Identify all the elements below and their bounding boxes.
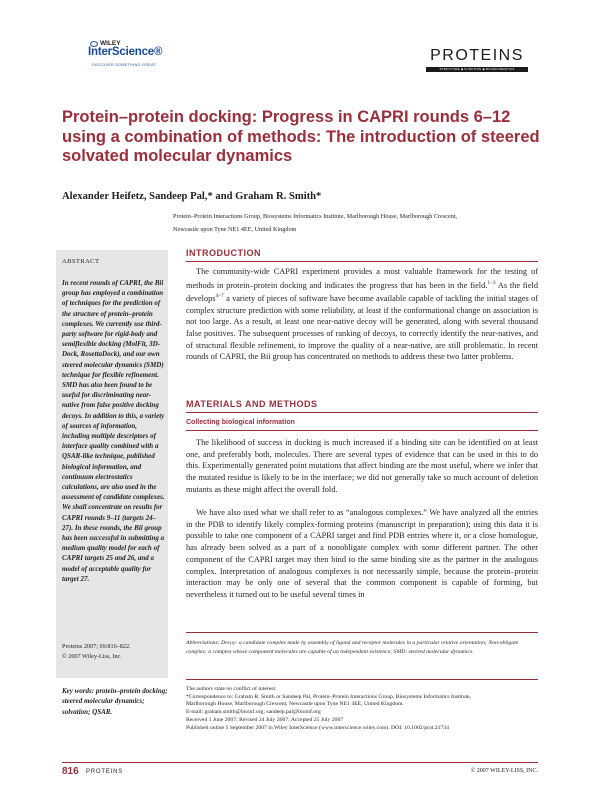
paragraph-text: We have also used what we shall refer to as “analogous complexes.” We have analyzed all the entries in the PDB to identify likely complex-forming proteins (manuscript in preparation); using this data it is possible to take one component of a CAPRI target and find PDB entries where it, or a close homologue, has already been solved as a part of a nonobligate complex with some different partner. The other component of the CAPRI target may then bind to the same binding site as the partner in the analogous complex. Interpretation of analogous complexes is not necessarily simple, because the protein–protein interaction may be only one of several that the common component is capable of forming, but nevertheless it turned out to be useful several times in bbox=[186, 508, 538, 599]
affiliation-line: Newcastle upon Tyne NE1 4EE, United Kingdom bbox=[173, 226, 297, 233]
affiliation-line: Protein–Protein Interactions Group, Biosystems Informatics Institute, Marlborough House, Marlborough Crescent, bbox=[173, 213, 458, 220]
footer-journal-name: PROTEINS bbox=[86, 769, 124, 775]
proteins-wordmark: PROTEINS bbox=[430, 47, 524, 64]
page-number: 816 bbox=[62, 766, 79, 777]
intro-text-part: As the field develops bbox=[186, 280, 538, 303]
abbreviations-note: Abbreviations: Decoy: a candidate complex made by assembly of ligand and receptor molecules in a particular relative orientation; Non-obligate complex: a complex whose component molecules are capable of an independent existence; SMD: steered molecular dynamics. bbox=[186, 640, 519, 655]
reference-superscript: 1–3 bbox=[487, 279, 496, 286]
correspondence-line: Marlborough House, Marlborough Crescent, Newcastle upon Tyne NE1 4EE, United Kingdom. bbox=[186, 701, 404, 708]
methods-heading: MATERIALS AND METHODS bbox=[186, 399, 318, 409]
footnote-rule bbox=[186, 679, 538, 680]
article-title: Protein–protein docking: Progress in CAPRI rounds 6–12 using a combination of methods: The introduction of steered solvated molecular dynamics bbox=[62, 108, 540, 165]
abstract-box bbox=[56, 250, 168, 678]
interscience-wordmark: InterScience® bbox=[88, 46, 163, 58]
abstract-heading: ABSTRACT bbox=[62, 258, 100, 265]
footer-copyright: © 2007 WILEY-LISS, INC. bbox=[470, 768, 538, 774]
intro-text-part: a variety of pieces of software have become available capable of tackling the initial stages of complex structure prediction with some reliability, at least if the conformational change on association is not too large. As a result, at least one near-native decoy will be generated, along with several thousand false positives. The subsequent processes of ranking of decoys, to correctly identify the near-natives, and of structural flexible refinement, to improve the quality of a near-native, are still problematic. In recent rounds of CAPRI, the Bii group has concentrated on methods to address these two latter problems. bbox=[186, 293, 538, 362]
intro-text-part: The community-wide CAPRI experiment provides a most valuable framework for the testing of methods in protein–protein docking and indicates the progress that has been in the field. bbox=[186, 267, 538, 290]
correspondence-line: *Correspondence to: Graham R. Smith or Sandeep Pal, Protein–Protein Interactions Group, Biosystems Informatics Institute, bbox=[186, 693, 472, 700]
keywords: Key words: protein–protein docking; steered molecular dynamics; solvation; QSAR. bbox=[62, 687, 168, 716]
footer-rule bbox=[62, 762, 538, 763]
abstract-citation bbox=[62, 642, 165, 661]
footnote-rule bbox=[186, 632, 538, 633]
introduction-text bbox=[186, 266, 538, 363]
dates-line: Received 1 June 2007; Revised 24 July 2007; Accepted 25 July 2007 bbox=[186, 716, 344, 723]
proteins-tagline: STRUCTURE ◆ FUNCTION ◆ BIOINFORMATICS bbox=[426, 67, 528, 72]
citation-line: Proteins 2007; 69:816–822. bbox=[62, 643, 131, 650]
subsection-heading: Collecting biological information bbox=[186, 419, 295, 426]
wiley-interscience-logo bbox=[88, 40, 198, 78]
wiley-wordmark: WILEY bbox=[100, 40, 121, 47]
methods-paragraph bbox=[186, 437, 538, 496]
methods-paragraph bbox=[186, 507, 538, 601]
copyright-line: © 2007 Wiley-Liss, Inc. bbox=[62, 652, 122, 660]
paragraph-text: The likelihood of success in docking is much increased if a binding site can be identified on at least one, and preferably both, molecules. There are several types of evidence that can be used in this to do this. Experimentally generated point mutations that affect binding are the most useful, where we infer that the mutated residue is likely to be in the interface; we did not generally take so much account of deletion mutants as these might affect the overall fold. bbox=[186, 438, 538, 494]
introduction-heading: INTRODUCTION bbox=[186, 248, 261, 258]
author-affiliation bbox=[173, 210, 573, 236]
email-line: E-mail: graham.smith@bioinf.org; sandeep.pal@bioinf.org bbox=[186, 709, 321, 716]
section-rule bbox=[186, 261, 538, 262]
footnotes bbox=[186, 686, 546, 732]
abstract-text: In recent rounds of CAPRI, the Bii group has employed a combination of techniques for the prediction of the structure of protein–protein complexes. We currently use third-party software for rigid-body and semiflexible docking (MolFit, 3D-Dock, RosettaDock), and our own steered molecular dynamics (SMD) technique for flexible refinement. SMD has also been found to be useful for discriminating near-native from false positive docking decoys. In addition to this, a variety of sources of information, including multiple descriptors of interface quality combined with a QSAR-like technique, published biological information, and continuum electrostatics calculations, are also used in the assessment of candidate complexes. We shall concentrate on results for CAPRI rounds 9–11 (targets 24–27). In these rounds, the Bii group has been successful in submitting a medium quality model for each of CAPRI targets 25 and 26, and a model of acceptable quality for target 27. bbox=[62, 279, 165, 583]
reference-superscript: 4–7 bbox=[215, 293, 224, 300]
author-list: Alexander Heifetz, Sandeep Pal,* and Graham R. Smith* bbox=[62, 191, 322, 202]
section-rule bbox=[186, 412, 538, 413]
conflict-statement: The authors state no conflict of interest. bbox=[186, 686, 277, 692]
subsection-rule bbox=[186, 430, 538, 431]
wiley-tagline: DISCOVER SOMETHING GREAT bbox=[92, 63, 157, 67]
published-line: Published online 5 September 2007 in Wiley InterScience (www.interscience.wiley.com). DOI: 10.1002/prot.21734 bbox=[186, 724, 450, 731]
proteins-journal-logo bbox=[426, 47, 528, 77]
